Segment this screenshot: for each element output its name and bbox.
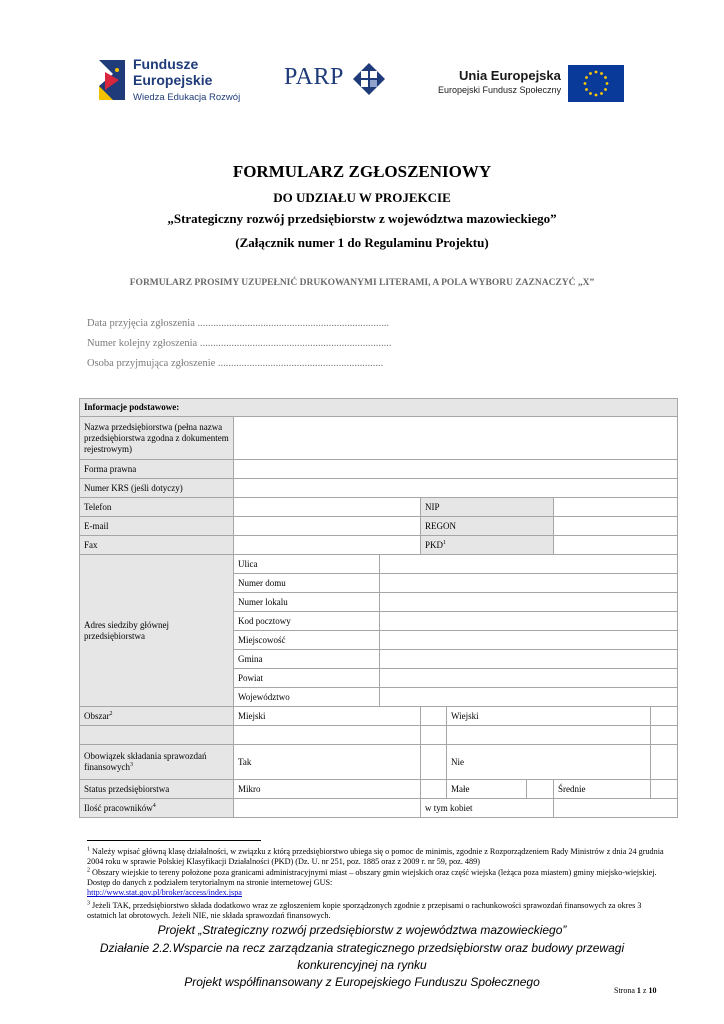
table-row: [80, 498, 678, 517]
voivodeship-input[interactable]: [380, 688, 678, 707]
legal-form-label: Forma prawna: [80, 460, 234, 479]
no-checkbox[interactable]: [651, 745, 678, 780]
empty-cell: [421, 726, 447, 745]
nip-input[interactable]: [554, 498, 678, 517]
house-number-label: Numer domu: [234, 574, 380, 593]
postal-code-input[interactable]: [380, 612, 678, 631]
company-name-label: Nazwa przedsiębiorstwa (pełna nazwa przedsiębiorstwa zgodna z dokumentem rejestrowym): [80, 417, 234, 460]
city-input[interactable]: [380, 631, 678, 650]
parp-logo-text: PARP: [284, 64, 344, 90]
parp-logo: [284, 62, 394, 98]
city-label: Miejscowość: [234, 631, 380, 650]
unia-europejska-logo: [436, 64, 626, 104]
fe-logo-subtext: Wiedza Edukacja Rozwój: [133, 92, 241, 103]
employees-label: Ilość pracowników$^4$: [80, 799, 234, 818]
table-row: [80, 536, 678, 555]
table-header-row: [80, 399, 678, 417]
footer-action: Działanie 2.2.Wsparcie na recz zarządzania strategicznego przedsiębiorstw oraz budowy przewagi: [99, 941, 625, 955]
attachment-note: (Załącznik numer 1 do Regulaminu Projektu): [235, 235, 489, 250]
urban-label: Miejski: [234, 707, 421, 726]
fax-label: Fax: [80, 536, 234, 555]
gus-link[interactable]: http://www.stat.gov.pl/broker/access/index.jspa: [87, 888, 242, 898]
footnote-1: $^1$ Należy wpisać główną klasę działalności, w związku z którą przedsiębiorstwo ubiega się o pomoc de minimis, zgodnie z Rozporządzeniem Rady Ministrów z dnia 24 grudnia 2004 roku w sprawie Polskiej Klasyfikacji Działalności (PKD) (Dz. U. nr 251, poz. 1885 oraz z 2009 r. nr 59, poz. 489): [87, 846, 664, 867]
women-input[interactable]: [554, 799, 678, 818]
micro-label: Mikro: [234, 780, 421, 799]
area-label: Obszar$^2$: [80, 707, 234, 726]
empty-cell: [447, 726, 651, 745]
receiving-person-field[interactable]: Osoba przyjmująca zgłoszenie ...............................................................: [87, 358, 384, 369]
fe-logo-icon: [97, 56, 127, 104]
women-label: w tym kobiet: [421, 799, 554, 818]
legal-form-input[interactable]: [234, 460, 678, 479]
table-heading: Informacje podstawowe:: [80, 399, 678, 417]
krs-label: Numer KRS (jeśli dotyczy): [80, 479, 234, 498]
table-row: [80, 417, 678, 460]
table-row: [80, 460, 678, 479]
micro-checkbox[interactable]: [421, 780, 447, 799]
financial-statements-label: Obowiązek składania sprawozdań finansowych$^3$: [80, 745, 234, 780]
table-row: [80, 745, 678, 780]
empty-cell: [234, 726, 421, 745]
yes-checkbox[interactable]: [421, 745, 447, 780]
house-number-input[interactable]: [380, 574, 678, 593]
empty-cell: [80, 726, 234, 745]
postal-code-label: Kod pocztowy: [234, 612, 380, 631]
small-label: Małe: [447, 780, 527, 799]
table-row: [80, 517, 678, 536]
company-name-input[interactable]: [234, 417, 678, 460]
table-row: [80, 726, 678, 745]
apartment-number-input[interactable]: [380, 593, 678, 612]
rural-label: Wiejski: [447, 707, 651, 726]
table-row: [80, 780, 678, 799]
county-label: Powiat: [234, 669, 380, 688]
project-name: „Strategiczny rozwój przedsiębiorstw z województwa mazowieckiego”: [167, 211, 557, 226]
krs-input[interactable]: [234, 479, 678, 498]
regon-input[interactable]: [554, 517, 678, 536]
pkd-input[interactable]: [554, 536, 678, 555]
no-label: Nie: [447, 745, 651, 780]
form-title: FORMULARZ ZGŁOSZENIOWY: [232, 162, 492, 181]
fill-instruction: FORMULARZ PROSIMY UZUPEŁNIĆ DRUKOWANYMI LITERAMI, A POLA WYBORU ZAZNACZYĆ „X”: [129, 278, 595, 288]
footnote-2: $^2$ Obszary wiejskie to tereny położone poza granicami administracyjnymi miast – obszary gmin wiejskich oraz część wiejska (leżąca poza miastem) gminy miejsko-wiejskiej. Dostęp do danych z podziałem terytorialnym na stronie internetowej GUS: http://www.stat.gov.pl/broker/access/index.jspa: [87, 867, 657, 898]
basic-info-table: [79, 398, 678, 818]
fax-input[interactable]: [234, 536, 421, 555]
footer-cofinance: Projekt współfinansowany z Europejskiego Funduszu Społecznego: [184, 975, 540, 989]
ue-logo-text: Unia Europejska: [459, 68, 561, 83]
regon-label: REGON: [421, 517, 554, 536]
company-status-label: Status przedsiębiorstwa: [80, 780, 234, 799]
page-number: Strona 1 z 10: [614, 986, 657, 995]
fundusze-europejskie-logo: [97, 54, 247, 110]
submission-number-field[interactable]: Numer kolejny zgłoszenia .........................................................................: [87, 338, 392, 349]
footnote-3: $^3$ Jeżeli TAK, przedsiębiorstwo składa dodatkowo wraz ze zgłoszeniem kopie sporządzonych zgodnie z przepisami o rachunkowości sprawozdań finansowych za okres 3 ostatnich lat obrotowych. Jeżeli NIE, nie składa sprawozdań finansowych.: [87, 900, 642, 921]
phone-input[interactable]: [234, 498, 421, 517]
address-label: Adres siedziby głównej przedsiębiorstwa: [80, 555, 234, 707]
street-input[interactable]: [380, 555, 678, 574]
yes-label: Tak: [234, 745, 421, 780]
eu-flag-icon: [568, 65, 624, 102]
table-row: [80, 479, 678, 498]
apartment-number-label: Numer lokalu: [234, 593, 380, 612]
ue-logo-subtext: Europejski Fundusz Społeczny: [438, 85, 562, 95]
table-row: [80, 707, 678, 726]
fe-logo-text: Fundusze Europejskie: [133, 56, 213, 88]
municipality-input[interactable]: [380, 650, 678, 669]
county-input[interactable]: [380, 669, 678, 688]
table-row: [80, 555, 678, 574]
street-label: Ulica: [234, 555, 380, 574]
email-input[interactable]: [234, 517, 421, 536]
table-row: [80, 799, 678, 818]
voivodeship-label: Województwo: [234, 688, 380, 707]
parp-logo-icon: [352, 62, 386, 96]
footer-project: Projekt „Strategiczny rozwój przedsiębiorstw z województwa mazowieckiego”: [157, 923, 567, 937]
rural-checkbox[interactable]: [651, 707, 678, 726]
medium-checkbox[interactable]: [651, 780, 678, 799]
medium-label: Średnie: [554, 780, 651, 799]
employees-input[interactable]: [234, 799, 421, 818]
small-checkbox[interactable]: [527, 780, 554, 799]
phone-label: Telefon: [80, 498, 234, 517]
form-subtitle: DO UDZIAŁU W PROJEKCIE: [273, 190, 451, 205]
urban-checkbox[interactable]: [421, 707, 447, 726]
municipality-label: Gmina: [234, 650, 380, 669]
submission-date-field[interactable]: Data przyjęcia zgłoszenia .........................................................................: [87, 318, 390, 329]
email-label: E-mail: [80, 517, 234, 536]
pkd-label: PKD$^1$: [421, 536, 554, 555]
footer-action-cont: konkurencyjnej na rynku: [297, 958, 427, 972]
footnote-divider: [87, 840, 261, 841]
empty-cell: [651, 726, 678, 745]
nip-label: NIP: [421, 498, 554, 517]
